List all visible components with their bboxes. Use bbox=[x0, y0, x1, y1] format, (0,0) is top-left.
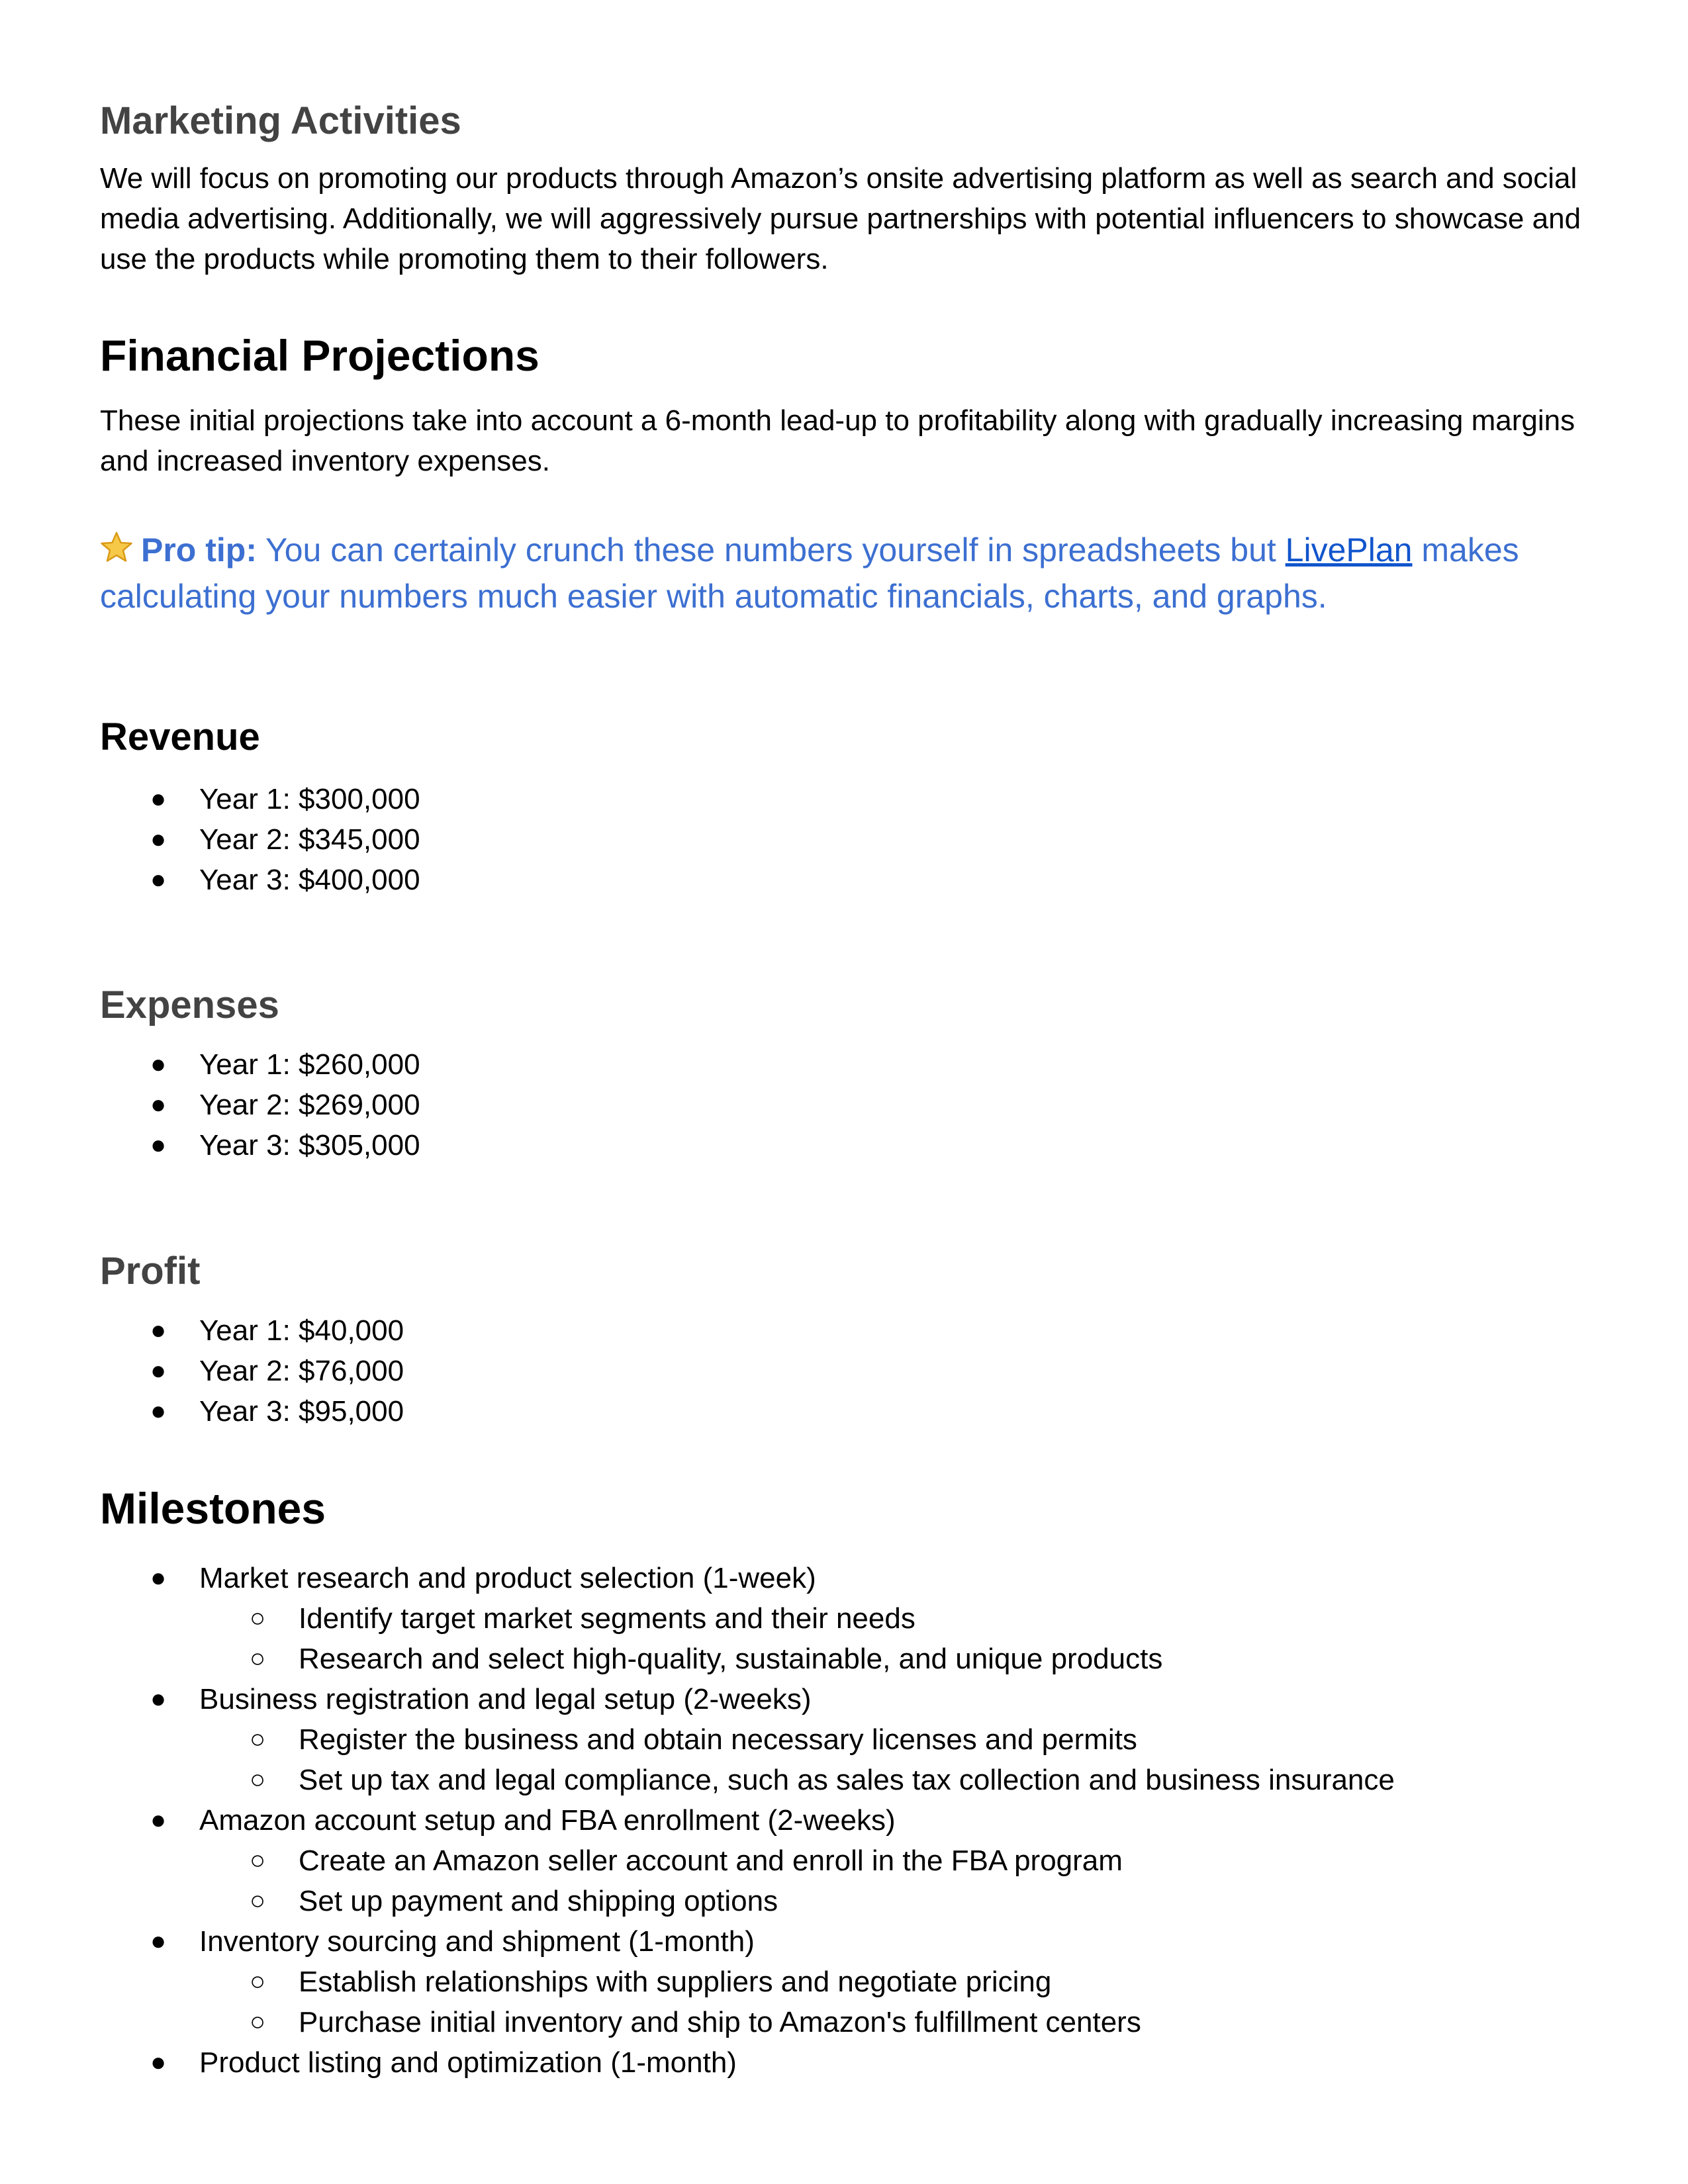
bullet: ● bbox=[150, 2048, 167, 2077]
milestone-subitem: ○ Create an Amazon seller account and enroll in the FBA program bbox=[100, 1841, 1395, 1881]
milestone-subitem: ○ Register the business and obtain necessary licenses and permits bbox=[100, 1719, 1395, 1760]
sub-bullet: ○ bbox=[250, 1604, 266, 1633]
milestone-subitem: ○ Identify target market segments and their needs bbox=[100, 1598, 1395, 1639]
sub-bullet: ○ bbox=[250, 1846, 266, 1875]
expenses-heading: Expenses bbox=[100, 983, 279, 1026]
profit-item: ● Year 3: $95,000 bbox=[100, 1391, 404, 1432]
profit-list bbox=[100, 1310, 404, 1432]
bullet: ● bbox=[150, 1050, 167, 1079]
revenue-list bbox=[100, 779, 420, 900]
milestone-subitem: ○ Research and select high-quality, sustainable, and unique products bbox=[100, 1639, 1395, 1679]
expenses-list bbox=[100, 1044, 420, 1165]
bullet: ● bbox=[150, 825, 167, 854]
bullet: ● bbox=[150, 1396, 167, 1426]
milestones-heading: Milestones bbox=[100, 1484, 326, 1533]
pro-tip-label: Pro tip: bbox=[141, 531, 257, 569]
sub-bullet: ○ bbox=[250, 1886, 266, 1915]
expenses-item: ● Year 3: $305,000 bbox=[100, 1125, 420, 1165]
revenue-item: ● Year 2: $345,000 bbox=[100, 819, 420, 860]
bullet: ● bbox=[150, 1927, 167, 1956]
milestone-subitem: ○ Establish relationships with suppliers and negotiate pricing bbox=[100, 1962, 1395, 2002]
pro-tip-text-after: makes calculating your numbers much easier with automatic financials, charts, and graphs. bbox=[100, 531, 1519, 615]
marketing-paragraph: We will focus on promoting our products through Amazon’s onsite advertising platform as well as search and social media advertising. Additionally, we will aggressively pursue partnerships with potential influencers to showcase and use the products while promoting them to their followers. bbox=[100, 162, 1581, 275]
bullet: ● bbox=[150, 1356, 167, 1385]
profit-heading: Profit bbox=[100, 1250, 201, 1293]
milestone-subitem: ○ Set up tax and legal compliance, such as sales tax collection and business insurance bbox=[100, 1760, 1395, 1800]
financial-projections-heading: Financial Projections bbox=[100, 331, 539, 380]
milestone-subitem: ○ Purchase initial inventory and ship to Amazon's fulfillment centers bbox=[100, 2002, 1395, 2042]
bullet: ● bbox=[150, 1090, 167, 1119]
bullet: ● bbox=[150, 1563, 167, 1592]
revenue-item: ● Year 3: $400,000 bbox=[100, 860, 420, 900]
milestone-item: ● Business registration and legal setup (2-weeks) bbox=[100, 1679, 1395, 1719]
milestone-subitem: ○ Set up payment and shipping options bbox=[100, 1881, 1395, 1921]
sub-bullet: ○ bbox=[250, 1644, 266, 1673]
milestone-item: ● Amazon account setup and FBA enrollment (2-weeks) bbox=[100, 1800, 1395, 1841]
liveplan-link[interactable]: LivePlan bbox=[1285, 531, 1413, 569]
bullet: ● bbox=[150, 865, 167, 894]
expenses-item: ● Year 2: $269,000 bbox=[100, 1085, 420, 1125]
bullet: ● bbox=[150, 784, 167, 813]
bullet: ● bbox=[150, 1316, 167, 1345]
sub-bullet: ○ bbox=[250, 1725, 266, 1754]
milestone-item: ● Market research and product selection (1-week) bbox=[100, 1558, 1395, 1598]
milestones-list bbox=[100, 1558, 1395, 2083]
profit-item: ● Year 1: $40,000 bbox=[100, 1310, 404, 1351]
milestone-item: ● Product listing and optimization (1-month) bbox=[100, 2042, 1395, 2083]
expenses-item: ● Year 1: $260,000 bbox=[100, 1044, 420, 1085]
bullet: ● bbox=[150, 1130, 167, 1160]
sub-bullet: ○ bbox=[250, 1765, 266, 1794]
pro-tip bbox=[100, 527, 1596, 619]
bullet: ● bbox=[150, 1805, 167, 1835]
sub-bullet: ○ bbox=[250, 2007, 266, 2036]
profit-item: ● Year 2: $76,000 bbox=[100, 1351, 404, 1391]
milestone-item: ● Inventory sourcing and shipment (1-month) bbox=[100, 1921, 1395, 1962]
financial-projections-paragraph: These initial projections take into account a 6-month lead-up to profitability along with gradually increasing margins and increased inventory expenses. bbox=[100, 404, 1575, 477]
revenue-heading: Revenue bbox=[100, 715, 260, 758]
bullet: ● bbox=[150, 1684, 167, 1713]
revenue-item: ● Year 1: $300,000 bbox=[100, 779, 420, 819]
pro-tip-text-before: You can certainly crunch these numbers yourself in spreadsheets but bbox=[256, 531, 1286, 569]
star-icon bbox=[100, 531, 133, 564]
sub-bullet: ○ bbox=[250, 1967, 266, 1996]
marketing-heading: Marketing Activities bbox=[100, 99, 461, 142]
